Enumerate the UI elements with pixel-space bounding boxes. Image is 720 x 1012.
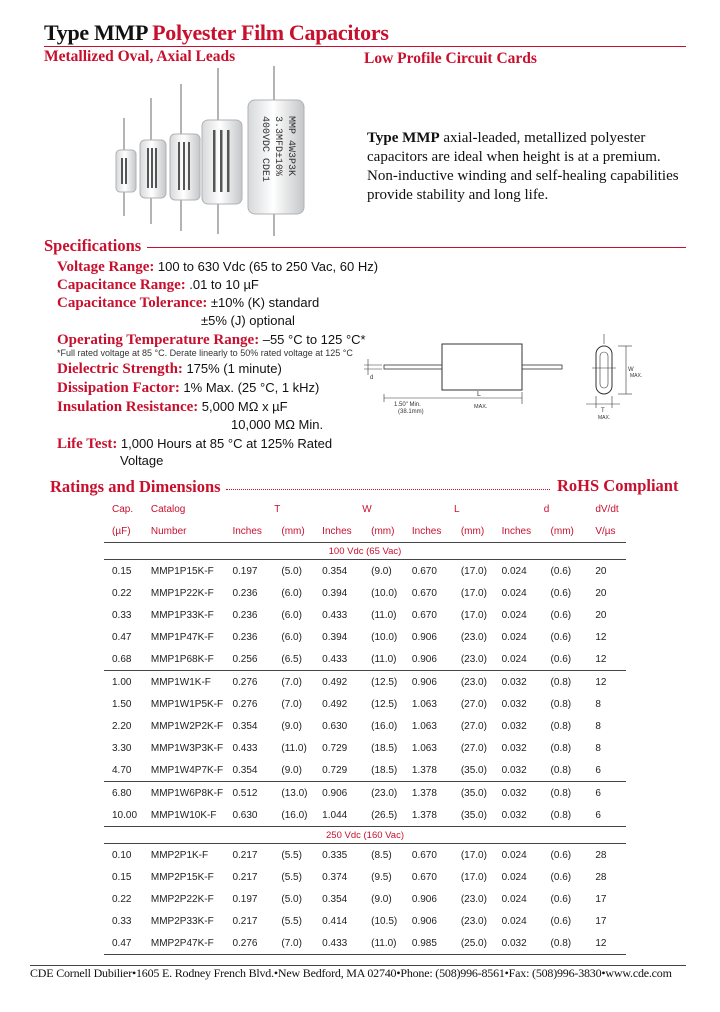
- table-cell: MMP1W2P2K-F: [150, 720, 224, 732]
- spec-value: –55 °C to 125 °C*: [262, 332, 366, 347]
- table-cell: 0.276: [232, 698, 258, 710]
- table-cell: (9.0): [281, 720, 302, 732]
- title-type: Type MMP: [44, 20, 147, 45]
- table-cell: (23.0): [460, 893, 487, 905]
- table-cell: 0.670: [411, 871, 437, 883]
- spec-label: Voltage Range:: [57, 259, 155, 275]
- table-cell: 0.032: [502, 932, 551, 955]
- table-row: [104, 582, 626, 604]
- table-cell: 0.024: [501, 631, 527, 643]
- spec-life-test-2: [120, 453, 163, 470]
- table-cell: 0.670: [411, 565, 437, 577]
- table-cell: 0.032: [501, 720, 527, 732]
- table-cell: 0.15: [112, 871, 132, 883]
- table-cell: (7.0): [281, 932, 322, 955]
- page-title: [44, 20, 389, 46]
- table-cell: 0.236: [232, 609, 258, 621]
- table-cell: 0.394: [322, 587, 348, 599]
- spec-value: ±10% (K) standard: [210, 295, 320, 310]
- spec-value: .01 to 10 µF: [189, 277, 259, 292]
- table-cell: (27.0): [460, 742, 487, 754]
- table-cell: 0.630: [322, 720, 348, 732]
- table-cell: (10.0): [371, 587, 398, 599]
- table-cell: (5.5): [281, 915, 302, 927]
- table-cell: 0.354: [322, 893, 348, 905]
- table-cell: (0.8): [551, 804, 592, 827]
- table-row: [104, 844, 626, 867]
- spec-value: 175% (1 minute): [186, 361, 282, 376]
- table-row: [104, 671, 626, 694]
- spec-dielectric-strength: [57, 361, 282, 378]
- ratings-table: [104, 498, 626, 955]
- w-max-label: MAX.: [630, 373, 643, 379]
- table-cell: (0.6): [550, 631, 572, 643]
- dimension-diagram: [356, 332, 646, 424]
- table-cell: 28: [595, 871, 607, 883]
- table-cell: (23.0): [460, 676, 487, 688]
- cap-label-line3: 400VDC CDE1: [259, 116, 270, 183]
- table-cell: 6: [591, 759, 626, 782]
- table-cell: 0.256: [232, 648, 281, 671]
- table-cell: 0.354: [322, 565, 348, 577]
- table-cell: (25.0): [461, 932, 502, 955]
- table-cell: 0.512: [232, 787, 258, 799]
- table-cell: 1.50: [112, 698, 132, 710]
- table-cell: 0.906: [412, 648, 461, 671]
- table-cell: 0.024: [502, 648, 551, 671]
- table-cell: MMP1W10K-F: [151, 804, 233, 827]
- table-cell: (23.0): [460, 915, 487, 927]
- table-cell: (0.6): [551, 648, 592, 671]
- table-cell: MMP2P15K-F: [150, 871, 214, 883]
- table-cell: (5.0): [281, 893, 302, 905]
- spec-value: 1,000 Hours at 85 °C at 125% Rated: [120, 436, 333, 451]
- table-cell: (17.0): [460, 871, 487, 883]
- specifications-heading: Specifications: [44, 236, 142, 255]
- table-row: [104, 626, 626, 648]
- table-row: [104, 782, 626, 805]
- d-label: d: [370, 375, 374, 381]
- table-cell: (0.6): [550, 587, 572, 599]
- table-cell: 0.670: [411, 609, 437, 621]
- header-cell: (mm): [281, 520, 322, 543]
- spec-insulation-resistance: [57, 399, 288, 416]
- table-cell: MMP1P22K-F: [150, 587, 214, 599]
- subtitle-right: Low Profile Circuit Cards: [364, 50, 537, 67]
- table-cell: MMP1W3P3K-F: [150, 742, 224, 754]
- table-cell: 1.063: [411, 742, 437, 754]
- table-cell: 0.47: [104, 932, 151, 955]
- table-cell: 20: [595, 587, 607, 599]
- table-cell: 0.024: [501, 915, 527, 927]
- table-cell: 4.70: [104, 759, 151, 782]
- table-cell: (7.0): [281, 698, 302, 710]
- footer-contact: CDE Cornell Dubilier•1605 E. Rodney French Blvd.•New Bedford, MA 02740•Phone: (508)996-8561•Fax: (508)996-3830•www.cde.com: [30, 966, 672, 980]
- table-cell: (0.8): [550, 720, 572, 732]
- table-cell: 0.032: [502, 759, 551, 782]
- group-title: 250 Vdc (160 Vac): [104, 827, 626, 844]
- table-cell: 1.063: [411, 698, 437, 710]
- spec-operating-temperature: [57, 332, 366, 349]
- table-row: [104, 737, 626, 759]
- header-cell: Number: [151, 520, 233, 543]
- table-cell: 6.80: [112, 787, 132, 799]
- table-cell: (5.5): [281, 849, 302, 861]
- table-cell: 0.217: [232, 915, 258, 927]
- table-cell: 0.276: [232, 676, 258, 688]
- table-cell: 0.024: [501, 893, 527, 905]
- table-cell: (6.0): [281, 631, 302, 643]
- table-cell: 0.906: [411, 676, 437, 688]
- table-cell: (0.6): [550, 849, 572, 861]
- table-cell: 0.024: [501, 871, 527, 883]
- spec-value: Voltage: [120, 453, 164, 468]
- table-cell: (9.5): [371, 871, 392, 883]
- spec-footnote: *Full rated voltage at 85 °C. Derate linearly to 50% rated voltage at 125 °C: [57, 348, 353, 358]
- table-cell: 0.032: [501, 787, 527, 799]
- spec-value: 10,000 MΩ Min.: [231, 417, 324, 432]
- header-cell: W: [362, 503, 372, 515]
- header-cell: V/µs: [591, 520, 626, 543]
- header-cell: Catalog: [150, 503, 186, 515]
- table-cell: (35.0): [460, 787, 487, 799]
- table-row: [104, 759, 626, 782]
- header-rule: [44, 46, 686, 47]
- table-cell: 0.217: [232, 871, 258, 883]
- table-cell: 0.10: [112, 849, 132, 861]
- table-cell: 0.374: [322, 871, 348, 883]
- header-cell: d: [543, 503, 550, 515]
- table-cell: (17.0): [460, 849, 487, 861]
- table-row: [104, 910, 626, 932]
- table-cell: 0.22: [112, 893, 132, 905]
- table-cell: MMP1W1K-F: [150, 676, 211, 688]
- table-cell: 0.729: [322, 742, 348, 754]
- table-cell: 0.197: [232, 565, 258, 577]
- table-cell: 0.492: [322, 698, 348, 710]
- table-cell: 0.236: [232, 587, 258, 599]
- spec-value: 1% Max. (25 °C, 1 kHz): [183, 380, 320, 395]
- table-cell: 0.433: [322, 648, 371, 671]
- table-cell: 0.335: [322, 849, 348, 861]
- table-cell: 0.492: [322, 676, 348, 688]
- ratings-heading: Ratings and Dimensions: [50, 477, 221, 496]
- table-cell: (17.0): [460, 609, 487, 621]
- table-row: [104, 648, 626, 671]
- ratings-rule: [226, 489, 550, 490]
- table-cell: (35.0): [461, 804, 502, 827]
- table-cell: (26.5): [371, 804, 412, 827]
- table-cell: (16.0): [281, 804, 322, 827]
- table-cell: (9.0): [281, 759, 322, 782]
- table-cell: 17: [595, 915, 607, 927]
- header-cell: L: [453, 503, 460, 515]
- table-cell: 0.276: [232, 932, 281, 955]
- table-cell: (0.8): [550, 787, 572, 799]
- table-cell: 8: [595, 742, 601, 754]
- spec-capacitance-tolerance-2: [201, 313, 295, 330]
- table-row: [104, 888, 626, 910]
- table-cell: MMP1P33K-F: [150, 609, 214, 621]
- table-cell: MMP1P15K-F: [150, 565, 214, 577]
- table-cell: MMP2P47K-F: [151, 932, 233, 955]
- table-cell: (27.0): [460, 698, 487, 710]
- spec-label: Dielectric Strength:: [57, 361, 183, 377]
- table-cell: 0.22: [112, 587, 132, 599]
- table-cell: 0.433: [322, 609, 348, 621]
- table-cell: (0.6): [550, 915, 572, 927]
- intro-text: axial-leaded, metallized polyester capacitors are ideal when height is at a premium. Non-inductive winding and self-healing capabilities provide stability and long life.: [367, 130, 679, 203]
- table-cell: 0.906: [411, 915, 437, 927]
- table-header-row-2: [104, 520, 626, 543]
- table-cell: 0.47: [112, 631, 132, 643]
- table-cell: 0.354: [232, 759, 281, 782]
- table-cell: 0.33: [112, 915, 132, 927]
- table-cell: (9.0): [371, 565, 392, 577]
- header-cell: Inches: [322, 520, 371, 543]
- cap-label-line2: 3.3MFD±10%: [272, 116, 283, 177]
- table-cell: (18.5): [371, 742, 398, 754]
- table-cell: MMP2P33K-F: [150, 915, 214, 927]
- table-cell: (11.0): [371, 932, 412, 955]
- spec-dissipation-factor: [57, 380, 319, 397]
- header-cell: Inches: [412, 520, 461, 543]
- intro-paragraph: [367, 129, 687, 205]
- table-cell: 1.00: [112, 676, 132, 688]
- table-cell: 0.906: [411, 893, 437, 905]
- table-cell: (23.0): [371, 787, 398, 799]
- table-cell: 20: [595, 609, 607, 621]
- table-cell: 0.354: [232, 720, 258, 732]
- table-cell: 0.433: [232, 742, 258, 754]
- table-cell: (7.0): [281, 676, 302, 688]
- spec-voltage-range: [57, 259, 378, 276]
- table-cell: 12: [591, 648, 626, 671]
- lead-length-mm-label: (38.1mm): [398, 409, 424, 415]
- spec-capacitance-range: [57, 277, 259, 294]
- table-row: [104, 560, 626, 583]
- header-cell: (mm): [371, 520, 412, 543]
- capacitor-photo: [96, 66, 346, 238]
- table-cell: (12.5): [371, 698, 398, 710]
- table-row: [104, 604, 626, 626]
- table-cell: 8: [595, 698, 601, 710]
- table-cell: 12: [591, 932, 626, 955]
- header-cell: dV/dt: [595, 503, 619, 515]
- table-cell: (12.5): [371, 676, 398, 688]
- table-cell: 0.68: [104, 648, 151, 671]
- table-cell: (0.8): [551, 759, 592, 782]
- table-cell: (18.5): [371, 759, 412, 782]
- table-cell: 0.414: [322, 915, 348, 927]
- table-row: [104, 715, 626, 737]
- table-cell: 0.985: [412, 932, 461, 955]
- table-cell: 0.024: [501, 565, 527, 577]
- spec-value: 100 to 630 Vdc (65 to 250 Vac, 60 Hz): [157, 259, 379, 274]
- table-cell: (0.8): [551, 932, 592, 955]
- table-cell: (17.0): [460, 565, 487, 577]
- intro-lead: Type MMP: [367, 130, 440, 146]
- table-cell: 0.15: [112, 565, 132, 577]
- table-cell: 0.906: [322, 787, 348, 799]
- table-cell: (11.0): [371, 609, 397, 621]
- header-cell: T: [274, 503, 281, 515]
- table-cell: (0.6): [550, 893, 572, 905]
- spec-label: Capacitance Tolerance:: [57, 295, 208, 311]
- table-cell: (9.0): [371, 893, 392, 905]
- table-cell: (5.0): [281, 565, 302, 577]
- l-max-label: MAX.: [474, 404, 488, 410]
- table-cell: (16.0): [371, 720, 398, 732]
- header-cell: (mm): [551, 520, 592, 543]
- table-cell: 12: [595, 676, 607, 688]
- table-cell: 0.024: [501, 587, 527, 599]
- table-cell: 0.729: [322, 759, 371, 782]
- table-cell: 1.378: [411, 787, 437, 799]
- table-cell: (10.5): [371, 915, 398, 927]
- lead-length-label: 1.50" Min.: [394, 402, 421, 408]
- table-cell: 0.33: [112, 609, 132, 621]
- table-cell: 0.024: [501, 849, 527, 861]
- table-cell: 3.30: [112, 742, 132, 754]
- spec-label: Capacitance Range:: [57, 277, 186, 293]
- table-cell: MMP1W4P7K-F: [151, 759, 233, 782]
- table-cell: 0.670: [411, 849, 437, 861]
- table-row: [104, 804, 626, 827]
- table-cell: 0.032: [501, 742, 527, 754]
- table-cell: 2.20: [112, 720, 132, 732]
- table-cell: (0.6): [550, 871, 572, 883]
- table-row: [104, 932, 626, 955]
- table-cell: (6.5): [281, 648, 322, 671]
- table-row: [104, 693, 626, 715]
- header-cell: Cap.: [112, 503, 134, 515]
- table-cell: 1.378: [412, 804, 461, 827]
- t-label: T: [601, 408, 605, 414]
- specifications-rule: [147, 247, 686, 248]
- spec-insulation-resistance-2: [231, 417, 323, 434]
- table-cell: 0.217: [232, 849, 258, 861]
- table-cell: 12: [595, 631, 607, 643]
- table-cell: 0.670: [411, 587, 437, 599]
- spec-value: ±5% (J) optional: [201, 313, 295, 328]
- table-header-row-1: [104, 498, 626, 520]
- table-cell: (23.0): [460, 631, 487, 643]
- spec-value: 5,000 MΩ x µF: [201, 399, 288, 414]
- table-cell: 8: [595, 720, 601, 732]
- table-cell: 0.906: [411, 631, 437, 643]
- group-title: 100 Vdc (65 Vac): [104, 543, 626, 560]
- group-header-row: [104, 827, 626, 844]
- spec-label: Life Test:: [57, 436, 118, 452]
- t-max-label: MAX.: [598, 415, 611, 421]
- table-cell: 0.433: [322, 932, 371, 955]
- title-product: Polyester Film Capacitors: [152, 20, 389, 45]
- table-cell: 17: [595, 893, 607, 905]
- table-cell: 1.063: [411, 720, 437, 732]
- table-cell: 10.00: [104, 804, 151, 827]
- table-cell: 0.630: [232, 804, 281, 827]
- table-cell: 0.197: [232, 893, 258, 905]
- table-cell: (0.6): [550, 565, 572, 577]
- table-cell: MMP1W6P8K-F: [150, 787, 224, 799]
- table-cell: 0.032: [501, 698, 527, 710]
- table-cell: MMP2P22K-F: [150, 893, 214, 905]
- table-cell: 0.394: [322, 631, 348, 643]
- group-header-row: [104, 543, 626, 560]
- spec-label: Dissipation Factor:: [57, 380, 180, 396]
- table-cell: (35.0): [461, 759, 502, 782]
- table-cell: 1.044: [322, 804, 371, 827]
- header-cell: (mm): [461, 520, 502, 543]
- spec-label: Insulation Resistance:: [57, 399, 199, 415]
- table-row: [104, 866, 626, 888]
- cap-label-line1: MMP 4W3P3K: [285, 116, 296, 177]
- header-cell: (µF): [104, 520, 151, 543]
- table-cell: 0.024: [501, 609, 527, 621]
- table-cell: (23.0): [461, 648, 502, 671]
- table-body: [104, 543, 626, 955]
- rohs-label: RoHS Compliant: [557, 476, 679, 495]
- subtitle-left: Metallized Oval, Axial Leads: [44, 48, 236, 65]
- table-cell: (17.0): [460, 587, 487, 599]
- table-cell: (5.5): [281, 871, 302, 883]
- table-cell: (0.8): [550, 742, 572, 754]
- table-cell: (6.0): [281, 587, 302, 599]
- table-cell: (0.8): [550, 698, 572, 710]
- table-cell: MMP1P68K-F: [151, 648, 233, 671]
- spec-life-test: [57, 436, 332, 453]
- table-cell: 6: [591, 804, 626, 827]
- spec-capacitance-tolerance: [57, 295, 319, 312]
- table-cell: (11.0): [281, 742, 307, 754]
- table-cell: (11.0): [371, 648, 412, 671]
- table-cell: (6.0): [281, 609, 302, 621]
- table-cell: 0.236: [232, 631, 258, 643]
- table-cell: 0.032: [502, 804, 551, 827]
- table-cell: 6: [595, 787, 601, 799]
- spec-label: Operating Temperature Range:: [57, 332, 260, 348]
- table-cell: 20: [595, 565, 607, 577]
- table-cell: (27.0): [460, 720, 487, 732]
- table-cell: (8.5): [371, 849, 392, 861]
- l-label: L: [477, 391, 481, 398]
- table-cell: MMP1P47K-F: [150, 631, 214, 643]
- table-cell: MMP1W1P5K-F: [150, 698, 224, 710]
- table-cell: 28: [595, 849, 607, 861]
- table-cell: (10.0): [371, 631, 398, 643]
- header-cell: Inches: [232, 520, 281, 543]
- table-cell: 0.032: [501, 676, 527, 688]
- table-cell: 1.378: [412, 759, 461, 782]
- header-cell: Inches: [502, 520, 551, 543]
- table-cell: (0.8): [550, 676, 572, 688]
- table-cell: MMP2P1K-F: [150, 849, 209, 861]
- w-label: W: [628, 367, 634, 373]
- table-cell: (0.6): [550, 609, 572, 621]
- table-cell: (13.0): [281, 787, 308, 799]
